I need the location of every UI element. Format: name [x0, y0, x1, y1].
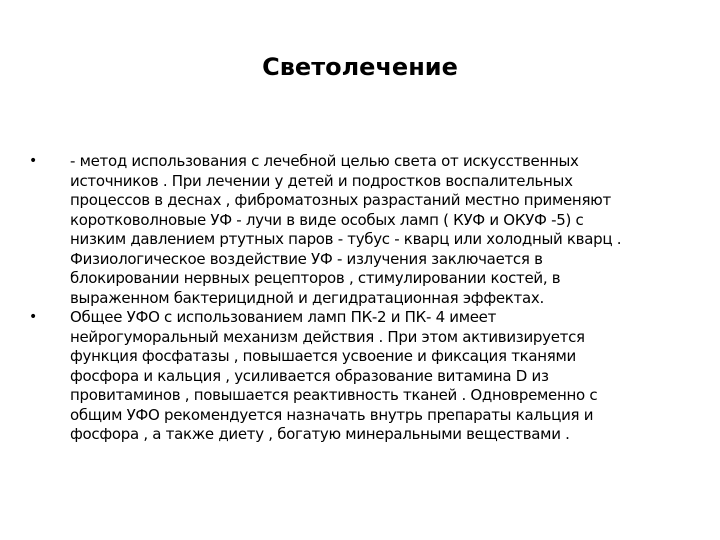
bullet-marker: •	[29, 153, 37, 169]
slide-title: Светолечение	[262, 53, 458, 81]
bullet-list	[26, 152, 694, 445]
bullet-marker: •	[29, 309, 37, 325]
bullet-text-1: - метод использования с лечебной целью света от искусственных источников . При лечении у детей и подростков воспалительных процессов в деснах , фиброматозных разрастаний местно применяют коротковолновые УФ - лучи в виде особых ламп ( КУФ и ОКУФ -5) с низким давлением ртутных паров - тубус - кварц или холодный кварц . Физиологическое воздействие УФ - излучения заключается в блокировании нервных рецепторов , стимулировании костей, в выраженном бактерицидной и дегидратационная эффектах.	[70, 152, 622, 307]
bullet-item-2	[26, 308, 694, 445]
bullet-item-1	[26, 152, 694, 308]
bullet-text-2: Общее УФО с использованием ламп ПК-2 и ПК- 4 имеет нейрогуморальный механизм действия . При этом активизируется функция фосфатазы , повышается усвоение и фиксация тканями фосфора и кальция , усиливается образование витамина D из провитаминов , повышается реактивность тканей . Одновременно с общим УФО рекомендуется назначать внутрь препараты кальция и фосфора , а также диету , богатую минеральными веществами .	[70, 308, 598, 443]
